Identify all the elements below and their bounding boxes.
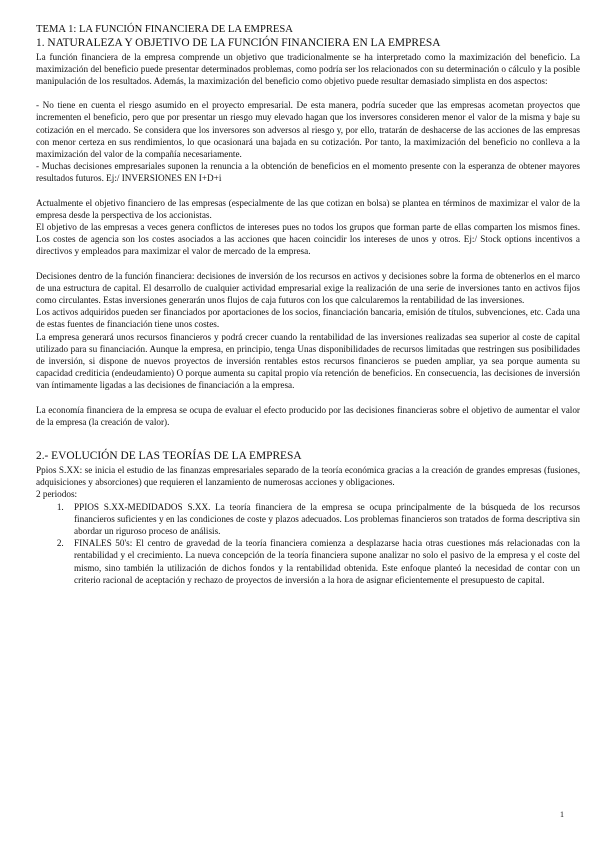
document-title: TEMA 1: LA FUNCIÓN FINANCIERA DE LA EMPRESA [36, 24, 293, 35]
paragraph: La función financiera de la empresa comprende un objetivo que tradicionalmente se ha interpretado como la maximización del beneficio. La maximización del beneficio puede presentar determinados problemas, como podría ser los relacionados con su determinación o cálculo y la posible manipulación de los resultados. Además, la maximización del beneficio como objetivo puede resultar demasiado simplista en dos aspectos: [36, 51, 580, 86]
periods-label: 2 periodos: [36, 489, 78, 500]
paragraph: Ppios S.XX: se inicia el estudio de las finanzas empresariales separado de la teoría económica gracias a la creación de grandes empresas (fusiones, adquisiciones y absorciones) que requieren el lanzamiento de numerosas acciones y obligaciones. [36, 464, 580, 488]
paragraph: Decisiones dentro de la función financiera: decisiones de inversión de los recursos en activos y decisiones sobre la forma de obtenerlos en el marco de una estructura de capital. El desarrollo de cualquier actividad empresarial exige la realización de una serie de inversiones tanto en activos fijos como circulantes. Estas inversiones generarán unos flujos de caja futuros con los que calcularemos la rentabilidad de las inversiones. [36, 270, 580, 305]
paragraph: La empresa generará unos recursos financieros y podrá crecer cuando la rentabilidad de las inversiones realizadas sea superior al coste de capital utilizado para su financiación. Aunque la empresa, en principio, tenga Unas disponibilidades de recursos limitadas que restringen sus posibilidades de inversión, si dispone de nuevos proyectos de inversión rentables estos recursos financieros se pueden ampliar, ya sea porque aumenta su capacidad crediticia (endeudamiento) O porque aumenta su capital propio vía retención de beneficios. En consecuencia, las decisiones de inversión van íntimamente ligadas a las decisiones de financiación a la empresa. [36, 331, 580, 391]
periods-list [36, 501, 580, 586]
document-page [36, 24, 580, 586]
section-2-heading: 2.- EVOLUCIÓN DE LAS TEORÍAS DE LA EMPRESA [36, 449, 302, 462]
list-item: 1. PPIOS S.XX-MEDIDADOS S.XX. La teoría financiera de la empresa se ocupa principalmente de la búsqueda de los recursos financieros suficientes y en las condiciones de coste y plazos adecuados. Los problemas financieros son tratados de forma descriptiva sin abordar un riguroso proceso de análisis. [66, 501, 580, 538]
section-1-heading: 1. NATURALEZA Y OBJETIVO DE LA FUNCIÓN FINANCIERA EN LA EMPRESA [36, 36, 441, 49]
paragraph: Actualmente el objetivo financiero de las empresas (especialmente de las que cotizan en bolsa) se plantea en términos de maximizar el valor de la empresa desde la perspectiva de los accionistas. [36, 197, 580, 220]
list-item: 2. FINALES 50's: El centro de gravedad de la teoría financiera comienza a desplazarse hacia otras cuestiones más relacionadas con la rentabilidad y el crecimiento. La nueva concepción de la teoría financiera supone analizar no solo el pasivo de la empresa y el coste del mismo, sino también la utilización de dichos fondos y la rentabilidad obtenida. Este enfoque planteó la necesidad de contar con un criterio racional de aceptación y rechazo de proyectos de inversión a la hora de asignar eficientemente el presupuesto de capital. [66, 537, 580, 586]
page-number: 1 [560, 810, 564, 819]
paragraph: - Muchas decisiones empresariales suponen la renuncia a la obtención de beneficios en el momento presente con la esperanza de obtener mayores resultados futuros. Ej:/ INVERSIONES EN I+D+i [36, 161, 580, 184]
paragraph: - No tiene en cuenta el riesgo asumido en el proyecto empresarial. De esta manera, podría suceder que las empresas acometan proyectos que incrementen el beneficio, pero que por presentar un riesgo muy elevado hagan que los inversores consideren menor el valor de la misma y baje su cotización en el mercado. Se considera que los inversores son adversos al riesgo y, por ello, tratarán de deshacerse de las acciones de las empresas con menor certeza en sus rendimientos, lo que ocasionará una bajada en su cotización. Por tanto, la maximización del beneficio no conlleva a la maximización del valor de la compañía necesariamente. [36, 100, 580, 159]
paragraph: El objetivo de las empresas a veces genera conflictos de intereses pues no todos los grupos que forman parte de ellas comparten los mismos fines. Los costes de agencia son los costes asociados a las acciones que hacen coincidir los intereses de unos y otros. Ej:/ Stock options incentivos a directivos y empleados para maximizar el valor de mercado de la empresa. [36, 221, 580, 257]
paragraph: Los activos adquiridos pueden ser financiados por aportaciones de los socios, financiación bancaria, emisión de títulos, subvenciones, etc. Cada una de estas fuentes de financiación tiene unos costes. [36, 307, 580, 330]
paragraph: La economía financiera de la empresa se ocupa de evaluar el efecto producido por las decisiones financieras sobre el objetivo de aumentar el valor de la empresa (la creación de valor). [36, 404, 580, 427]
